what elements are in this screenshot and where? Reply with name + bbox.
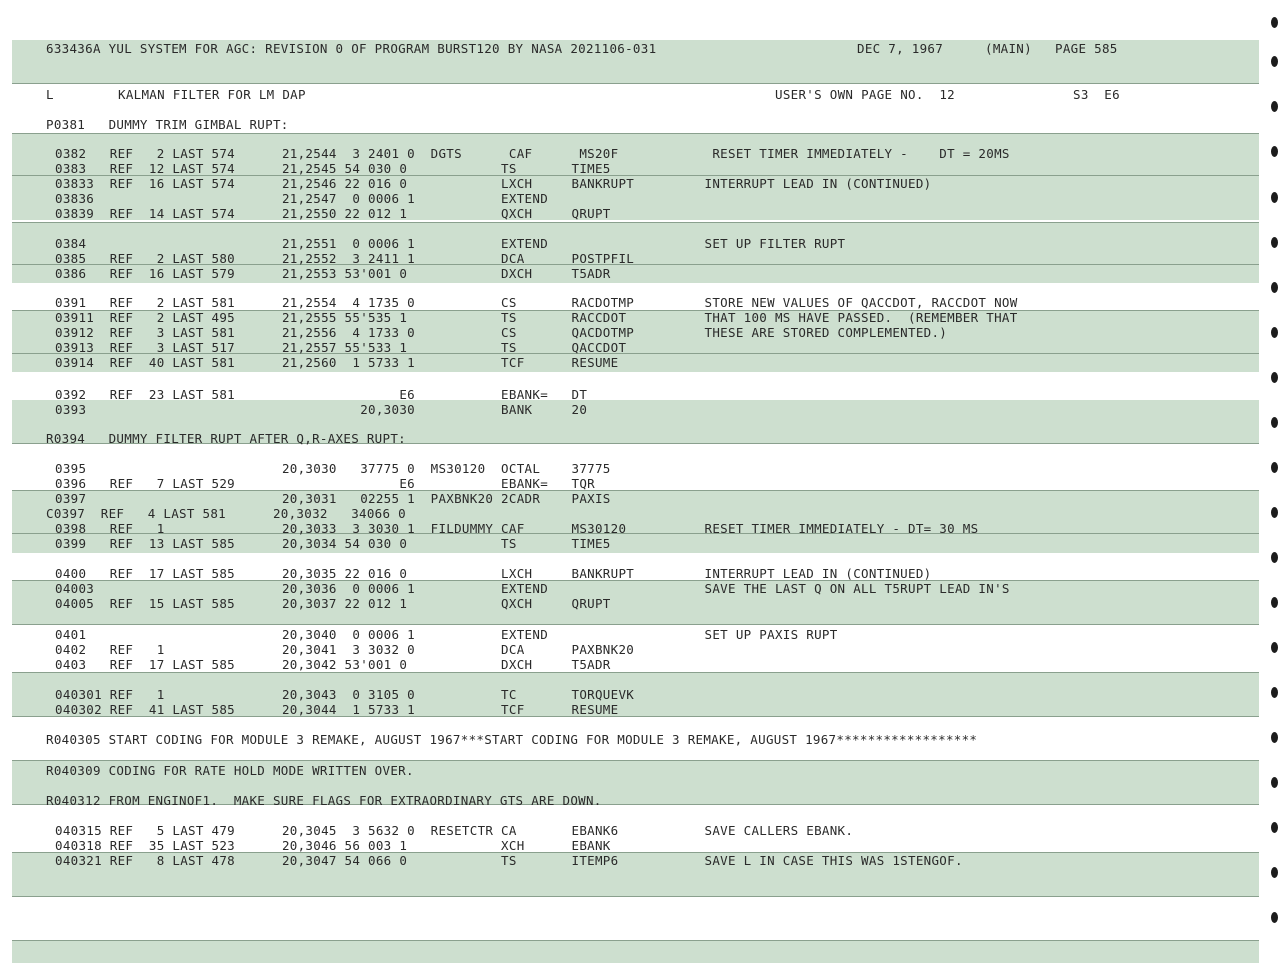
- punch-hole: [1271, 327, 1278, 338]
- punch-hole: [1271, 642, 1278, 653]
- listing-line: 0383 REF 12 LAST 574 21,2545 54 030 0 TS TIME5: [55, 161, 611, 176]
- listing-line: 0402 REF 1 20,3041 3 3032 0 DCA PAXBNK20: [55, 642, 635, 657]
- listing-line: 03913 REF 3 LAST 517 21,2557 55'533 1 TS QACCDOT: [55, 340, 627, 355]
- punch-hole: [1271, 192, 1278, 203]
- punch-hole: [1271, 552, 1278, 563]
- rule-line: [12, 83, 1259, 84]
- rule-line: [12, 222, 1259, 223]
- listing-date: DEC 7, 1967: [857, 41, 944, 56]
- listing-line: 0403 REF 17 LAST 585 20,3042 53'001 0 DXCH T5ADR: [55, 657, 611, 672]
- listing-line: 0382 REF 2 LAST 574 21,2544 3 2401 0 DGTS CAF MS20F RESET TIMER IMMEDIATELY - DT = 20MS: [55, 146, 1010, 161]
- punch-hole: [1271, 237, 1278, 248]
- listing-line: 0384 21,2551 0 0006 1 EXTEND SET UP FILTER RUPT: [55, 236, 846, 251]
- listing-line: 040315 REF 5 LAST 479 20,3045 3 5632 0 RESETCTR CA EBANK6 SAVE CALLERS EBANK.: [55, 823, 854, 838]
- listing-line: 040321 REF 8 LAST 478 20,3047 54 066 0 TS ITEMP6 SAVE L IN CASE THIS WAS 1STENGOF.: [55, 853, 963, 868]
- listing-line: 03839 REF 14 LAST 574 21,2550 22 012 1 QXCH QRUPT: [55, 206, 611, 221]
- listing-line: 03836 21,2547 0 0006 1 EXTEND: [55, 191, 549, 206]
- listing-line: 03911 REF 2 LAST 495 21,2555 55'535 1 TS RACCDOT THAT 100 MS HAVE PASSED. (REMEMBER THAT: [55, 310, 1018, 325]
- listing-line: 04005 REF 15 LAST 585 20,3037 22 012 1 QXCH QRUPT: [55, 596, 611, 611]
- rule-line: [12, 940, 1259, 941]
- listing-line: 03912 REF 3 LAST 581 21,2556 4 1733 0 CS QACDOTMP THESE ARE STORED COMPLEMENTED.): [55, 325, 948, 340]
- rule-line: [12, 624, 1259, 625]
- punch-hole: [1271, 507, 1278, 518]
- listing-line: 04003 20,3036 0 0006 1 EXTEND SAVE THE LAST Q ON ALL T5RUPT LEAD IN'S: [55, 581, 1010, 596]
- punch-hole: [1271, 687, 1278, 698]
- sheet-code: S3 E6: [1073, 87, 1120, 102]
- listing-line: 0392 REF 23 LAST 581 E6 EBANK= DT: [55, 387, 588, 402]
- listing-line: 040318 REF 35 LAST 523 20,3046 56 003 1 XCH EBANK: [55, 838, 611, 853]
- listing-line: R040305 START CODING FOR MODULE 3 REMAKE, AUGUST 1967***START CODING FOR MODULE 3 REMAKE, AUGUST 1967******************: [46, 732, 978, 747]
- punch-hole: [1271, 282, 1278, 293]
- listing-line: 0386 REF 16 LAST 579 21,2553 53'001 0 DXCH T5ADR: [55, 266, 611, 281]
- rule-line: [12, 896, 1259, 897]
- punch-hole: [1271, 146, 1278, 157]
- listing-line: 0393 20,3030 BANK 20: [55, 402, 588, 417]
- paper-band: [12, 940, 1259, 963]
- listing-line: R040309 CODING FOR RATE HOLD MODE WRITTEN OVER.: [46, 763, 414, 778]
- rule-line: [12, 672, 1259, 673]
- listing-line: P0381 DUMMY TRIM GIMBAL RUPT:: [46, 117, 289, 132]
- listing-title: 633436A YUL SYSTEM FOR AGC: REVISION 0 OF PROGRAM BURST120 BY NASA 2021106-031: [46, 41, 657, 56]
- rule-line: [12, 133, 1259, 134]
- listing-line: R040312 FROM ENGINOF1. MAKE SURE FLAGS FOR EXTRAORDINARY GTS ARE DOWN.: [46, 793, 602, 808]
- punch-hole: [1271, 17, 1278, 28]
- listing-marker: L: [46, 87, 54, 102]
- listing-line: 0385 REF 2 LAST 580 21,2552 3 2411 1 DCA POSTPFIL: [55, 251, 635, 266]
- listing-line: 03914 REF 40 LAST 581 21,2560 1 5733 1 TCF RESUME: [55, 355, 619, 370]
- users-page-number: USER'S OWN PAGE NO. 12: [775, 87, 955, 102]
- listing-line: 0400 REF 17 LAST 585 20,3035 22 016 0 LXCH BANKRUPT INTERRUPT LEAD IN (CONTINUED): [55, 566, 932, 581]
- punch-hole: [1271, 777, 1278, 788]
- punch-hole: [1271, 912, 1278, 923]
- punch-hole: [1271, 56, 1278, 67]
- listing-line: C0397 REF 4 LAST 581 20,3032 34066 0: [46, 506, 406, 521]
- listing-line: 0395 20,3030 37775 0 MS30120 OCTAL 37775: [55, 461, 611, 476]
- punch-hole: [1271, 867, 1278, 878]
- punch-hole: [1271, 732, 1278, 743]
- listing-line: 0391 REF 2 LAST 581 21,2554 4 1735 0 CS RACDOTMP STORE NEW VALUES OF QACCDOT, RACCDOT NOW: [55, 295, 1018, 310]
- punch-hole: [1271, 417, 1278, 428]
- listing-line: 040302 REF 41 LAST 585 20,3044 1 5733 1 TCF RESUME: [55, 702, 619, 717]
- page-number: PAGE 585: [1055, 41, 1118, 56]
- listing-line: 0399 REF 13 LAST 585 20,3034 54 030 0 TS TIME5: [55, 536, 611, 551]
- punch-hole: [1271, 822, 1278, 833]
- listing-main-label: (MAIN): [985, 41, 1032, 56]
- listing-line: 040301 REF 1 20,3043 0 3105 0 TC TORQUEVK: [55, 687, 635, 702]
- listing-line: 0397 20,3031 02255 1 PAXBNK20 2CADR PAXIS: [55, 491, 611, 506]
- rule-line: [12, 760, 1259, 761]
- listing-line: 0398 REF 1 20,3033 3 3030 1 FILDUMMY CAF MS30120 RESET TIMER IMMEDIATELY - DT= 30 MS: [55, 521, 979, 536]
- listing-subtitle: KALMAN FILTER FOR LM DAP: [118, 87, 306, 102]
- listing-line: 03833 REF 16 LAST 574 21,2546 22 016 0 LXCH BANKRUPT INTERRUPT LEAD IN (CONTINUED): [55, 176, 932, 191]
- punch-hole: [1271, 597, 1278, 608]
- punch-hole: [1271, 462, 1278, 473]
- listing-line: 0396 REF 7 LAST 529 E6 EBANK= TQR: [55, 476, 595, 491]
- listing-line: 0401 20,3040 0 0006 1 EXTEND SET UP PAXIS RUPT: [55, 627, 838, 642]
- punch-hole: [1271, 372, 1278, 383]
- listing-line: R0394 DUMMY FILTER RUPT AFTER Q,R-AXES RUPT:: [46, 431, 406, 446]
- punch-hole: [1271, 101, 1278, 112]
